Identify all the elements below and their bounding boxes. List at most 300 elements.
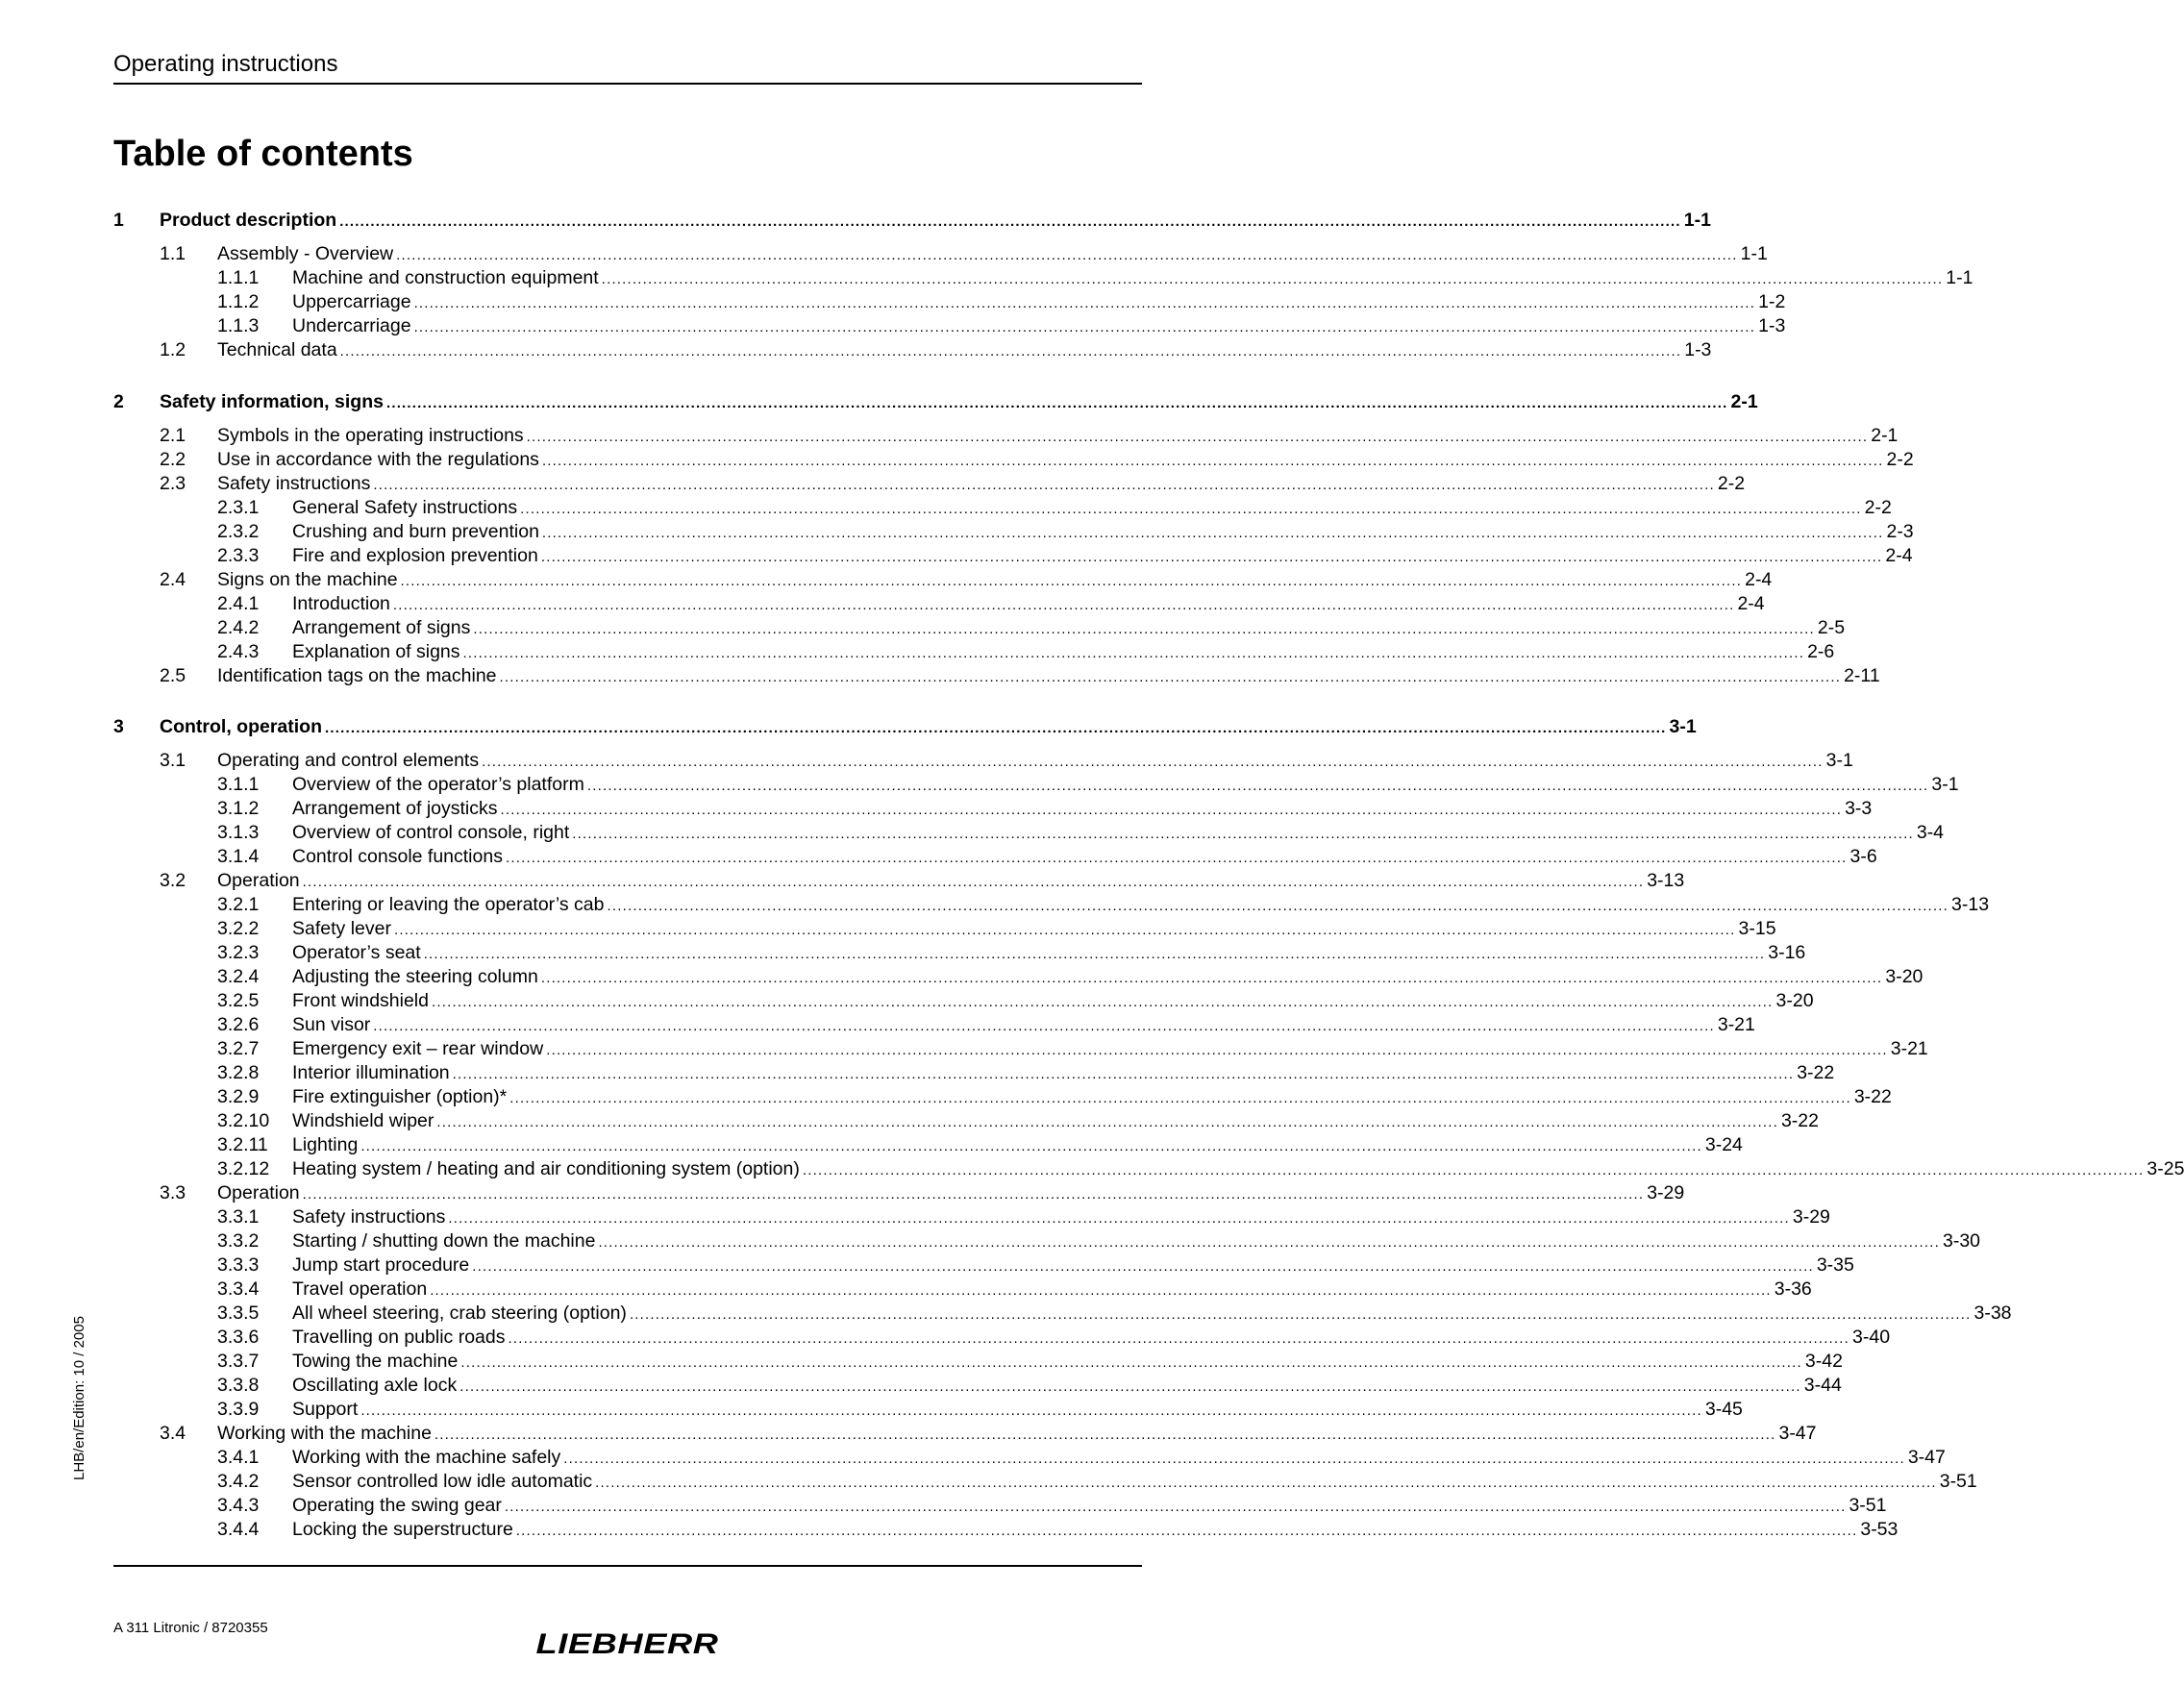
toc-entry-page: 3-47 bbox=[1907, 1447, 1946, 1468]
toc-dot-leader: .................................................................................................................................................................................................................................................................... bbox=[629, 1306, 1972, 1323]
toc-dot-leader: .................................................................................................................................................................................................................................................................... bbox=[302, 1186, 1645, 1203]
toc-entry bbox=[292, 1446, 1946, 1471]
toc-entry bbox=[292, 893, 1990, 918]
toc-dot-leader: .................................................................................................................................................................................................................................................................... bbox=[598, 1234, 1940, 1251]
toc-entry-page: 2-5 bbox=[1817, 617, 1846, 638]
toc-entry bbox=[292, 1302, 2012, 1327]
toc-entry bbox=[217, 1181, 1685, 1206]
toc-entry-page: 3-42 bbox=[1804, 1351, 1843, 1372]
toc-dot-leader: .................................................................................................................................................................................................................................................................... bbox=[499, 669, 1842, 685]
toc-entry-number: 3.4.1 bbox=[217, 1447, 260, 1468]
toc-entry bbox=[292, 1470, 1977, 1495]
toc-entry-page: 1-1 bbox=[1740, 243, 1768, 264]
toc-entry-number: 2.2 bbox=[160, 449, 186, 470]
toc-entry-page: 3-30 bbox=[1942, 1230, 1981, 1252]
toc-entry-page: 3-25 bbox=[2147, 1158, 2184, 1179]
toc-entry bbox=[217, 242, 1768, 267]
toc-section-row bbox=[113, 1422, 1817, 1446]
toc-entry-number: 1.1 bbox=[160, 243, 186, 264]
toc-entry-number: 3.3.9 bbox=[217, 1399, 260, 1420]
toc-dot-leader: .................................................................................................................................................................................................................................................................... bbox=[462, 645, 1805, 661]
toc-entry-title: Product description bbox=[160, 210, 337, 231]
toc-entry-page: 3-21 bbox=[1890, 1038, 1928, 1059]
toc-entry bbox=[292, 821, 1945, 846]
toc-dot-leader: .................................................................................................................................................................................................................................................................... bbox=[563, 1451, 1905, 1467]
toc-entry-number: 2.4.3 bbox=[217, 641, 260, 662]
toc-entry bbox=[292, 1494, 1887, 1519]
toc-subsection-row bbox=[113, 1326, 1891, 1350]
toc-entry-number: 3.3 bbox=[160, 1182, 186, 1203]
toc-entry bbox=[292, 496, 1892, 521]
toc-entry bbox=[292, 941, 1806, 966]
toc-dot-leader: .................................................................................................................................................................................................................................................................... bbox=[373, 477, 1715, 493]
toc-entry bbox=[217, 749, 1853, 774]
toc-subsection-row bbox=[113, 1350, 1843, 1374]
toc-entry-title: Arrangement of joysticks bbox=[292, 798, 498, 819]
toc-entry-title: Operator’s seat bbox=[292, 942, 421, 963]
toc-entry-title: All wheel steering, crab steering (option) bbox=[292, 1302, 627, 1324]
toc-entry bbox=[292, 290, 1786, 315]
toc-entry-page: 3-3 bbox=[1845, 798, 1873, 819]
toc-entry bbox=[292, 1229, 1981, 1254]
toc-entry-page: 3-16 bbox=[1768, 942, 1806, 963]
toc-section-row bbox=[113, 568, 1773, 592]
toc-entry bbox=[217, 664, 1880, 689]
toc-dot-leader: .................................................................................................................................................................................................................................................................... bbox=[540, 549, 1883, 565]
toc-entry-number: 1.1.3 bbox=[217, 315, 260, 336]
toc-section-row bbox=[113, 749, 1853, 773]
toc-entry-number: 3 bbox=[113, 716, 124, 737]
toc-entry-title: Safety information, signs bbox=[160, 391, 384, 412]
toc-subsection-row bbox=[113, 989, 1814, 1013]
toc-entry-page: 2-2 bbox=[1717, 473, 1746, 494]
toc-entry-number: 1 bbox=[113, 210, 124, 231]
toc-subsection-row bbox=[113, 1494, 1887, 1518]
toc-entry bbox=[292, 1037, 1928, 1062]
toc-chapter-row bbox=[113, 715, 1697, 739]
toc-entry-page: 2-4 bbox=[1885, 545, 1913, 566]
edition-note: LHB/en/Edition: 10 / 2005 bbox=[71, 1316, 87, 1480]
toc-subsection-row bbox=[113, 917, 1776, 941]
toc-entry-page: 3-1 bbox=[1669, 716, 1697, 737]
toc-entry-number: 2.3.3 bbox=[217, 545, 260, 566]
toc-entry-number: 3.3.8 bbox=[217, 1375, 260, 1396]
toc-entry bbox=[292, 1133, 1743, 1158]
toc-entry-page: 2-2 bbox=[1886, 449, 1914, 470]
toc-dot-leader: .................................................................................................................................................................................................................................................................... bbox=[572, 826, 1914, 842]
toc-entry-page: 3-6 bbox=[1849, 846, 1877, 867]
toc-entry bbox=[217, 1422, 1817, 1447]
toc-entry-number: 3.2.8 bbox=[217, 1062, 260, 1083]
toc-entry bbox=[292, 965, 1923, 990]
liebherr-logo bbox=[534, 1628, 720, 1660]
toc-entry-page: 1-3 bbox=[1758, 315, 1786, 336]
toc-entry-title: Locking the superstructure bbox=[292, 1519, 513, 1540]
toc-dot-leader: .................................................................................................................................................................................................................................................................... bbox=[360, 1402, 1702, 1419]
toc-dot-leader: .................................................................................................................................................................................................................................................................... bbox=[540, 970, 1883, 986]
toc-entry-number: 2.4.1 bbox=[217, 593, 260, 614]
toc-entry bbox=[292, 1061, 1835, 1086]
toc-entry-page: 3-53 bbox=[1860, 1519, 1899, 1540]
toc-entry-title: Signs on the machine bbox=[217, 569, 398, 590]
toc-subsection-row bbox=[113, 640, 1835, 664]
toc-dot-leader: .................................................................................................................................................................................................................................................................... bbox=[400, 573, 1743, 589]
toc-dot-leader: .................................................................................................................................................................................................................................................................... bbox=[373, 1018, 1715, 1034]
toc-entry-page: 2-1 bbox=[1871, 425, 1899, 446]
toc-subsection-row bbox=[113, 1085, 1892, 1109]
toc-entry-page: 3-29 bbox=[1647, 1182, 1685, 1203]
toc-entry-title: Working with the machine safely bbox=[292, 1447, 561, 1468]
toc-section-row bbox=[113, 664, 1880, 688]
toc-entry bbox=[292, 989, 1814, 1014]
toc-dot-leader: .................................................................................................................................................................................................................................................................... bbox=[396, 247, 1738, 263]
toc-subsection-row bbox=[113, 1205, 1830, 1229]
toc-entry-number: 3.2.2 bbox=[217, 918, 260, 939]
toc-entry-page: 2-4 bbox=[1737, 593, 1765, 614]
toc-dot-leader: .................................................................................................................................................................................................................................................................... bbox=[448, 1210, 1790, 1227]
toc-dot-leader: .................................................................................................................................................................................................................................................................... bbox=[385, 395, 1728, 411]
toc-entry-page: 3-20 bbox=[1885, 966, 1923, 987]
toc-subsection-row bbox=[113, 266, 1973, 290]
toc-entry-title: Heating system / heating and air conditioning system (option) bbox=[292, 1158, 800, 1179]
toc-entry-page: 2-2 bbox=[1864, 497, 1892, 518]
toc-entry-number: 3.3.4 bbox=[217, 1278, 260, 1300]
page-header bbox=[113, 50, 1142, 85]
toc-dot-leader: .................................................................................................................................................................................................................................................................... bbox=[595, 1475, 1937, 1491]
toc-entry-title: Support bbox=[292, 1399, 359, 1420]
toc-entry bbox=[217, 472, 1746, 497]
toc-entry bbox=[217, 424, 1899, 449]
toc-entry bbox=[292, 845, 1877, 870]
toc-entry-number: 3.3.1 bbox=[217, 1206, 260, 1228]
toc-dot-leader: .................................................................................................................................................................................................................................................................... bbox=[500, 802, 1843, 818]
toc-entry-number: 3.1.2 bbox=[217, 798, 260, 819]
toc-dot-leader: .................................................................................................................................................................................................................................................................... bbox=[436, 1114, 1778, 1130]
toc-entry-number: 3.2.6 bbox=[217, 1014, 260, 1035]
toc-entry bbox=[217, 869, 1685, 894]
toc-subsection-row bbox=[113, 1470, 1977, 1494]
toc-entry-page: 3-47 bbox=[1778, 1423, 1817, 1444]
toc-entry-title: Windshield wiper bbox=[292, 1110, 434, 1131]
toc-entry bbox=[217, 568, 1773, 593]
toc-entry-page: 3-38 bbox=[1973, 1302, 2012, 1324]
toc-subsection-row bbox=[113, 314, 1786, 338]
toc-entry-title: Operating and control elements bbox=[217, 750, 480, 771]
toc-chapter-row bbox=[113, 209, 1711, 233]
toc-entry-number: 3.3.7 bbox=[217, 1351, 260, 1372]
toc-entry-title: Operation bbox=[217, 1182, 300, 1203]
toc-subsection-row bbox=[113, 1446, 1946, 1470]
toc-entry-number: 3.2.4 bbox=[217, 966, 260, 987]
toc-entry-title: Control console functions bbox=[292, 846, 503, 867]
toc-entry bbox=[292, 1157, 2184, 1182]
toc-subsection-row bbox=[113, 496, 1892, 520]
toc-dot-leader: .................................................................................................................................................................................................................................................................... bbox=[413, 295, 1756, 311]
toc-dot-leader: .................................................................................................................................................................................................................................................................... bbox=[472, 1258, 1814, 1275]
toc-dot-leader: .................................................................................................................................................................................................................................................................... bbox=[515, 1523, 1858, 1539]
toc-entry-number: 2.3.2 bbox=[217, 521, 260, 542]
toc-subsection-row bbox=[113, 941, 1806, 965]
toc-entry-number: 3.1.1 bbox=[217, 774, 260, 795]
toc-entry bbox=[160, 715, 1697, 740]
toc-entry-title: Starting / shutting down the machine bbox=[292, 1230, 596, 1252]
toc-subsection-row bbox=[113, 1013, 1755, 1037]
toc-entry bbox=[292, 592, 1765, 617]
toc-entry-number: 3.1 bbox=[160, 750, 186, 771]
toc-entry-page: 3-22 bbox=[1797, 1062, 1835, 1083]
toc-subsection-row bbox=[113, 290, 1786, 314]
toc-dot-leader: .................................................................................................................................................................................................................................................................... bbox=[802, 1162, 2145, 1178]
toc-entry bbox=[292, 917, 1776, 942]
toc-dot-leader: .................................................................................................................................................................................................................................................................... bbox=[393, 922, 1736, 938]
toc-entry bbox=[292, 1253, 1854, 1278]
toc-dot-leader: .................................................................................................................................................................................................................................................................... bbox=[339, 343, 1682, 360]
toc-entry-title: Oscillating axle lock bbox=[292, 1375, 458, 1396]
toc-entry-title: Overview of the operator’s platform bbox=[292, 774, 584, 795]
toc-entry-page: 3-51 bbox=[1849, 1495, 1887, 1516]
toc-entry bbox=[292, 1013, 1755, 1038]
toc-entry-page: 3-1 bbox=[1931, 774, 1959, 795]
toc-entry-page: 2-3 bbox=[1886, 521, 1914, 542]
toc-entry-title: Operation bbox=[217, 870, 300, 891]
toc-entry-title: General Safety instructions bbox=[292, 497, 518, 518]
toc-entry bbox=[292, 1278, 1812, 1302]
toc-entry-title: Control, operation bbox=[160, 716, 322, 737]
toc-dot-leader: .................................................................................................................................................................................................................................................................... bbox=[504, 1499, 1847, 1515]
toc-entry-page: 3-35 bbox=[1816, 1254, 1854, 1276]
toc-entry-page: 3-22 bbox=[1853, 1086, 1892, 1107]
toc-entry-title: Assembly - Overview bbox=[217, 243, 394, 264]
toc-dot-leader: .................................................................................................................................................................................................................................................................... bbox=[586, 778, 1929, 794]
toc-entry bbox=[292, 1350, 1843, 1375]
toc-dot-leader: .................................................................................................................................................................................................................................................................... bbox=[520, 501, 1862, 517]
toc-entry-page: 3-13 bbox=[1951, 894, 1990, 915]
toc-entry-page: 3-22 bbox=[1780, 1110, 1819, 1131]
toc-entry-number: 3.4.3 bbox=[217, 1495, 260, 1516]
toc-subsection-row bbox=[113, 797, 1873, 821]
toc-dot-leader: .................................................................................................................................................................................................................................................................... bbox=[546, 1042, 1888, 1058]
toc-entry-number: 3.2.1 bbox=[217, 894, 260, 915]
toc-entry bbox=[292, 640, 1835, 665]
toc-dot-leader: .................................................................................................................................................................................................................................................................... bbox=[325, 720, 1667, 736]
toc-entry-title: Travel operation bbox=[292, 1278, 428, 1300]
toc-dot-leader: .................................................................................................................................................................................................................................................................... bbox=[459, 1378, 1801, 1395]
toc-entry-number: 3.3.3 bbox=[217, 1254, 260, 1276]
header-title: Operating instructions bbox=[113, 51, 338, 77]
toc-subsection-row bbox=[113, 845, 1877, 869]
toc-entry-page: 3-24 bbox=[1704, 1134, 1743, 1155]
toc-entry bbox=[160, 390, 1758, 415]
toc-entry-page: 3-40 bbox=[1852, 1327, 1891, 1348]
toc-dot-leader: .................................................................................................................................................................................................................................................................... bbox=[460, 1354, 1802, 1371]
toc-entry-title: Entering or leaving the operator’s cab bbox=[292, 894, 605, 915]
toc-entry-page: 1-1 bbox=[1946, 267, 1973, 288]
logo-wordmark: LIEBHERR bbox=[535, 1628, 719, 1660]
toc-entry-title: Sun visor bbox=[292, 1014, 371, 1035]
toc-entry-number: 1.1.1 bbox=[217, 267, 260, 288]
toc-entry-page: 2-6 bbox=[1807, 641, 1835, 662]
toc-entry-number: 3.3.5 bbox=[217, 1302, 260, 1324]
page-title: Table of contents bbox=[113, 134, 413, 174]
toc-entry-page: 3-51 bbox=[1939, 1471, 1977, 1492]
toc-entry-page: 1-3 bbox=[1684, 339, 1712, 360]
toc-entry bbox=[292, 1326, 1891, 1351]
toc-entry-page: 3-4 bbox=[1916, 822, 1945, 843]
toc-entry-page: 2-11 bbox=[1844, 665, 1880, 686]
toc-subsection-row bbox=[113, 592, 1765, 616]
toc-chapter-row bbox=[113, 390, 1758, 414]
toc-entry-title: Operating the swing gear bbox=[292, 1495, 502, 1516]
toc-dot-leader: .................................................................................................................................................................................................................................................................... bbox=[452, 1066, 1795, 1082]
toc-entry-number: 3.3.6 bbox=[217, 1327, 260, 1348]
toc-entry-title: Jump start procedure bbox=[292, 1254, 470, 1276]
toc-entry-title: Sensor controlled low idle automatic bbox=[292, 1471, 593, 1492]
toc-entry bbox=[292, 520, 1914, 545]
footer-divider bbox=[113, 1565, 1142, 1567]
toc-dot-leader: .................................................................................................................................................................................................................................................................... bbox=[434, 1427, 1776, 1443]
toc-subsection-row bbox=[113, 1061, 1835, 1085]
toc-subsection-row bbox=[113, 520, 1914, 544]
toc-entry-number: 3.4.2 bbox=[217, 1471, 260, 1492]
toc-entry-title: Adjusting the steering column bbox=[292, 966, 538, 987]
toc-subsection-row bbox=[113, 773, 1959, 797]
toc-entry-page: 3-21 bbox=[1717, 1014, 1755, 1035]
toc-entry-number: 3.4.4 bbox=[217, 1519, 260, 1540]
toc-entry bbox=[292, 544, 1913, 569]
toc-entry-page: 3-36 bbox=[1774, 1278, 1812, 1300]
toc-entry-title: Safety instructions bbox=[217, 473, 371, 494]
toc-entry-title: Symbols in the operating instructions bbox=[217, 425, 524, 446]
toc-entry-title: Introduction bbox=[292, 593, 390, 614]
toc-subsection-row bbox=[113, 965, 1923, 989]
toc-entry bbox=[292, 1205, 1830, 1230]
toc-entry-title: Uppercarriage bbox=[292, 291, 411, 312]
toc-section-row bbox=[113, 338, 1712, 362]
toc-entry bbox=[292, 266, 1973, 291]
toc-section-row bbox=[113, 869, 1685, 893]
toc-entry-title: Overview of control console, right bbox=[292, 822, 570, 843]
toc-entry-title: Fire extinguisher (option)* bbox=[292, 1086, 508, 1107]
toc-entry bbox=[292, 1518, 1899, 1543]
toc-subsection-row bbox=[113, 1302, 2012, 1326]
toc-entry-title: Machine and construction equipment bbox=[292, 267, 599, 288]
toc-dot-leader: .................................................................................................................................................................................................................................................................... bbox=[607, 898, 1949, 914]
toc-dot-leader: .................................................................................................................................................................................................................................................................... bbox=[601, 271, 1944, 287]
toc-entry-page: 3-15 bbox=[1738, 918, 1776, 939]
toc-entry-number: 3.1.3 bbox=[217, 822, 260, 843]
toc-entry-title: Interior illumination bbox=[292, 1062, 450, 1083]
toc-entry bbox=[292, 1374, 1842, 1399]
toc-entry-title: Emergency exit – rear window bbox=[292, 1038, 544, 1059]
toc-entry-page: 3-45 bbox=[1704, 1399, 1743, 1420]
toc-dot-leader: .................................................................................................................................................................................................................................................................... bbox=[505, 850, 1848, 866]
toc-dot-leader: .................................................................................................................................................................................................................................................................... bbox=[541, 525, 1884, 541]
toc-entry-number: 2.4.2 bbox=[217, 617, 260, 638]
toc-dot-leader: .................................................................................................................................................................................................................................................................... bbox=[431, 994, 1774, 1010]
toc-subsection-row bbox=[113, 821, 1945, 845]
toc-entry-number: 3.2.12 bbox=[217, 1158, 270, 1179]
toc-entry-number: 3.2.11 bbox=[217, 1134, 268, 1155]
toc-entry-number: 2.3 bbox=[160, 473, 186, 494]
toc-entry-number: 1.2 bbox=[160, 339, 186, 360]
toc-dot-leader: .................................................................................................................................................................................................................................................................... bbox=[541, 453, 1884, 469]
toc-entry-title: Safety instructions bbox=[292, 1206, 446, 1228]
toc-entry-title: Travelling on public roads bbox=[292, 1327, 506, 1348]
toc-dot-leader: .................................................................................................................................................................................................................................................................... bbox=[473, 621, 1815, 637]
toc-section-row bbox=[113, 242, 1768, 266]
toc-entry bbox=[292, 773, 1959, 798]
toc-entry-title: Crushing and burn prevention bbox=[292, 521, 539, 542]
toc-subsection-row bbox=[113, 1133, 1743, 1157]
toc-subsection-row bbox=[113, 1518, 1899, 1542]
toc-entry-page: 3-13 bbox=[1647, 870, 1685, 891]
toc-entry-number: 3.1.4 bbox=[217, 846, 260, 867]
toc-dot-leader: .................................................................................................................................................................................................................................................................... bbox=[413, 319, 1756, 335]
toc-entry-number: 2.1 bbox=[160, 425, 186, 446]
toc-entry bbox=[292, 616, 1846, 641]
toc-entry-title: Safety lever bbox=[292, 918, 391, 939]
toc-entry-number: 3.2.10 bbox=[217, 1110, 270, 1131]
toc-subsection-row bbox=[113, 1398, 1743, 1422]
toc-subsection-row bbox=[113, 1109, 1819, 1133]
toc-dot-leader: .................................................................................................................................................................................................................................................................... bbox=[302, 874, 1645, 890]
toc-entry-title: Arrangement of signs bbox=[292, 617, 471, 638]
toc-entry-page: 2-4 bbox=[1745, 569, 1773, 590]
toc-entry bbox=[292, 797, 1873, 822]
toc-entry-page: 3-20 bbox=[1775, 990, 1814, 1011]
toc-dot-leader: .................................................................................................................................................................................................................................................................... bbox=[526, 429, 1869, 445]
toc-entry-number: 3.4 bbox=[160, 1423, 186, 1444]
toc-entry-number: 3.2.5 bbox=[217, 990, 260, 1011]
toc-entry-title: Technical data bbox=[217, 339, 337, 360]
toc-dot-leader: .................................................................................................................................................................................................................................................................... bbox=[339, 213, 1681, 230]
toc-subsection-row bbox=[113, 1229, 1981, 1253]
toc-subsection-row bbox=[113, 1253, 1854, 1278]
toc-dot-leader: .................................................................................................................................................................................................................................................................... bbox=[392, 597, 1735, 613]
footer-document-reference: A 311 Litronic / 8720355 bbox=[113, 1620, 268, 1636]
toc-section-row bbox=[113, 424, 1899, 448]
toc-dot-leader: .................................................................................................................................................................................................................................................................... bbox=[430, 1282, 1772, 1299]
toc-entry bbox=[217, 448, 1914, 473]
toc-entry-page: 1-1 bbox=[1683, 210, 1711, 231]
toc-subsection-row bbox=[113, 1278, 1812, 1302]
toc-entry-number: 2.5 bbox=[160, 665, 186, 686]
toc-entry-page: 2-1 bbox=[1730, 391, 1758, 412]
toc-subsection-row bbox=[113, 1374, 1842, 1398]
toc-subsection-row bbox=[113, 544, 1913, 568]
toc-entry-title: Use in accordance with the regulations bbox=[217, 449, 539, 470]
toc-entry-number: 3.2.7 bbox=[217, 1038, 260, 1059]
toc-dot-leader: .................................................................................................................................................................................................................................................................... bbox=[509, 1090, 1851, 1106]
toc-subsection-row bbox=[113, 616, 1846, 640]
toc-section-row bbox=[113, 1181, 1685, 1205]
toc-entry-number: 1.1.2 bbox=[217, 291, 260, 312]
toc-entry-number: 3.2.3 bbox=[217, 942, 260, 963]
toc-entry-number: 3.2 bbox=[160, 870, 186, 891]
toc-subsection-row bbox=[113, 893, 1990, 917]
toc-entry-page: 3-1 bbox=[1825, 750, 1853, 771]
toc-subsection-row bbox=[113, 1037, 1928, 1061]
toc-entry-title: Fire and explosion prevention bbox=[292, 545, 538, 566]
toc-entry-number: 3.2.9 bbox=[217, 1086, 260, 1107]
toc-entry bbox=[160, 209, 1711, 234]
toc-entry-title: Lighting bbox=[292, 1134, 359, 1155]
toc-entry-page: 3-44 bbox=[1803, 1375, 1842, 1396]
toc-entry-number: 3.3.2 bbox=[217, 1230, 260, 1252]
toc-dot-leader: .................................................................................................................................................................................................................................................................... bbox=[423, 946, 1766, 962]
toc-entry-number: 2.4 bbox=[160, 569, 186, 590]
toc-entry-title: Front windshield bbox=[292, 990, 429, 1011]
